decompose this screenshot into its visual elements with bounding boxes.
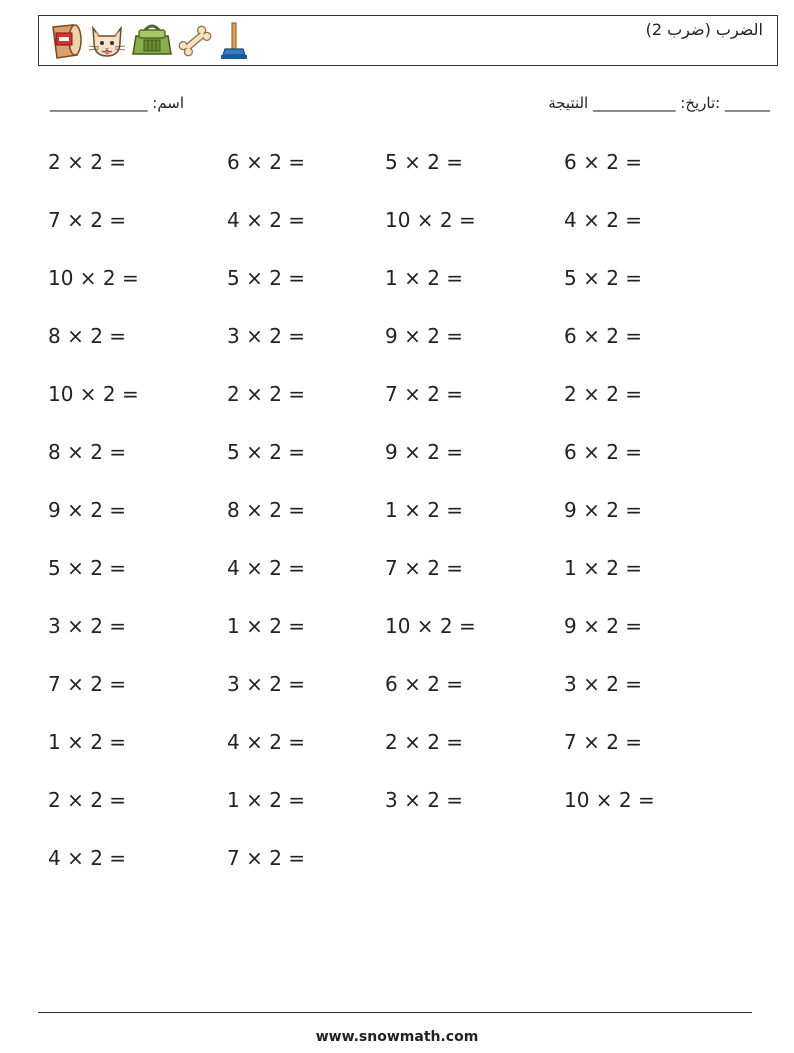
problem-item: 5 × 2 =	[564, 266, 643, 290]
problem-item: 7 × 2 =	[385, 556, 464, 580]
problem-item: 9 × 2 =	[48, 498, 127, 522]
problem-item: 3 × 2 =	[227, 672, 306, 696]
date-score-field: ______ :تاريخ: ___________ النتيجة	[548, 94, 770, 112]
problem-item: 10 × 2 =	[48, 382, 139, 406]
problem-item: 9 × 2 =	[564, 614, 643, 638]
problem-item: 7 × 2 =	[227, 846, 306, 870]
problem-item: 3 × 2 =	[48, 614, 127, 638]
problem-item: 1 × 2 =	[385, 498, 464, 522]
problem-item: 4 × 2 =	[227, 556, 306, 580]
footer-divider	[38, 1012, 752, 1013]
problem-item: 6 × 2 =	[227, 150, 306, 174]
problem-item: 1 × 2 =	[227, 788, 306, 812]
problem-item: 7 × 2 =	[48, 672, 127, 696]
problem-item: 3 × 2 =	[564, 672, 643, 696]
problem-item: 8 × 2 =	[48, 324, 127, 348]
problem-item: 6 × 2 =	[385, 672, 464, 696]
problem-item: 10 × 2 =	[385, 208, 476, 232]
problem-item: 1 × 2 =	[227, 614, 306, 638]
problem-item: 7 × 2 =	[564, 730, 643, 754]
footer-url: www.snowmath.com	[315, 1029, 479, 1045]
problem-item: 1 × 2 =	[48, 730, 127, 754]
name-field: اسم: _____________	[50, 94, 185, 112]
problem-item: 2 × 2 =	[385, 730, 464, 754]
problem-item: 2 × 2 =	[227, 382, 306, 406]
problem-item: 4 × 2 =	[227, 208, 306, 232]
problem-item: 5 × 2 =	[227, 440, 306, 464]
problem-item: 1 × 2 =	[564, 556, 643, 580]
problem-item: 9 × 2 =	[564, 498, 643, 522]
problem-item: 7 × 2 =	[48, 208, 127, 232]
problem-item: 4 × 2 =	[48, 846, 127, 870]
problem-item: 7 × 2 =	[385, 382, 464, 406]
problem-item: 9 × 2 =	[385, 440, 464, 464]
problem-item: 10 × 2 =	[564, 788, 655, 812]
problem-item: 10 × 2 =	[48, 266, 139, 290]
problem-item: 2 × 2 =	[564, 382, 643, 406]
problem-item: 1 × 2 =	[385, 266, 464, 290]
problem-item: 6 × 2 =	[564, 150, 643, 174]
problem-item: 4 × 2 =	[227, 730, 306, 754]
problem-item: 8 × 2 =	[227, 498, 306, 522]
problem-item: 2 × 2 =	[48, 788, 127, 812]
problem-item: 5 × 2 =	[385, 150, 464, 174]
problem-item: 3 × 2 =	[227, 324, 306, 348]
problem-item: 9 × 2 =	[385, 324, 464, 348]
problem-item: 5 × 2 =	[227, 266, 306, 290]
problem-item: 3 × 2 =	[385, 788, 464, 812]
problem-item: 10 × 2 =	[385, 614, 476, 638]
problem-item: 6 × 2 =	[564, 440, 643, 464]
problem-item: 5 × 2 =	[48, 556, 127, 580]
worksheet-title: الضرب (ضرب 2)	[645, 20, 763, 39]
problem-item: 2 × 2 =	[48, 150, 127, 174]
problem-item: 4 × 2 =	[564, 208, 643, 232]
problem-item: 8 × 2 =	[48, 440, 127, 464]
problem-item: 6 × 2 =	[564, 324, 643, 348]
